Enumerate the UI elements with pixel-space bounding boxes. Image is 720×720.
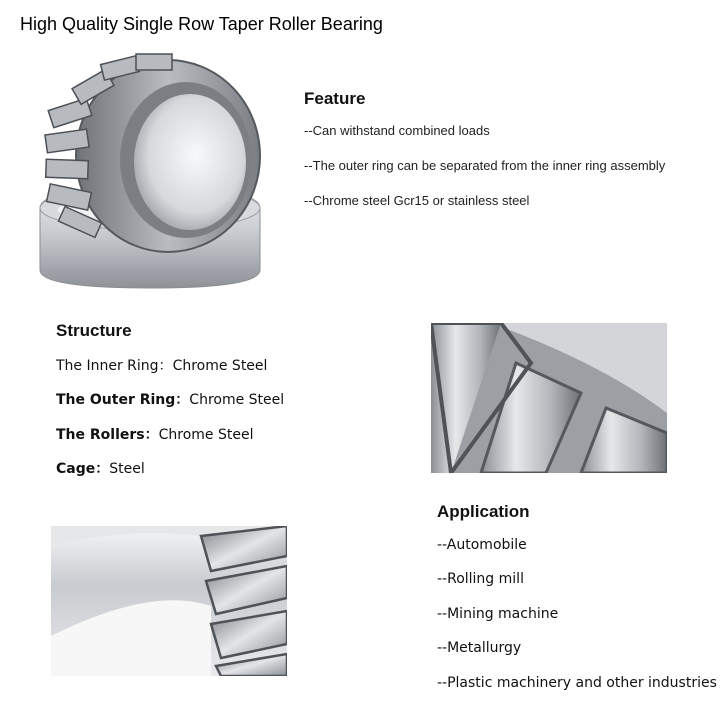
bearing-photo [36,48,264,293]
structure-item-label: Cage： [56,461,110,477]
structure-item-label: The Outer Ring： [56,392,190,408]
cup-closeup-photo [51,526,287,676]
page-title: High Quality Single Row Taper Roller Bearing [20,14,383,34]
rollers-closeup-photo [431,323,667,473]
structure-item-value: Chrome Steel [189,392,285,408]
structure-heading: Structure [56,321,132,340]
structure-item [56,424,253,444]
structure-item [56,458,145,478]
structure-item [56,389,284,409]
application-item: --Metallurgy [437,640,522,656]
structure-item-value: Steel [109,461,145,477]
application-item: --Plastic machinery and other industries [437,675,717,691]
feature-heading: Feature [304,89,366,108]
application-item: --Automobile [437,537,527,553]
feature-item: --The outer ring can be separated from the inner ring assembly [304,158,666,173]
structure-item [56,355,267,375]
application-item: --Rolling mill [437,571,524,587]
feature-item: --Can withstand combined loads [304,123,490,138]
structure-item-label: The Rollers： [56,427,159,443]
structure-item-label: The Inner Ring： [56,358,173,374]
application-item: --Mining machine [437,606,559,622]
structure-item-value: Chrome Steel [172,358,268,374]
application-heading: Application [437,502,530,521]
feature-item: --Chrome steel Gcr15 or stainless steel [304,193,530,208]
structure-item-value: Chrome Steel [158,427,254,443]
